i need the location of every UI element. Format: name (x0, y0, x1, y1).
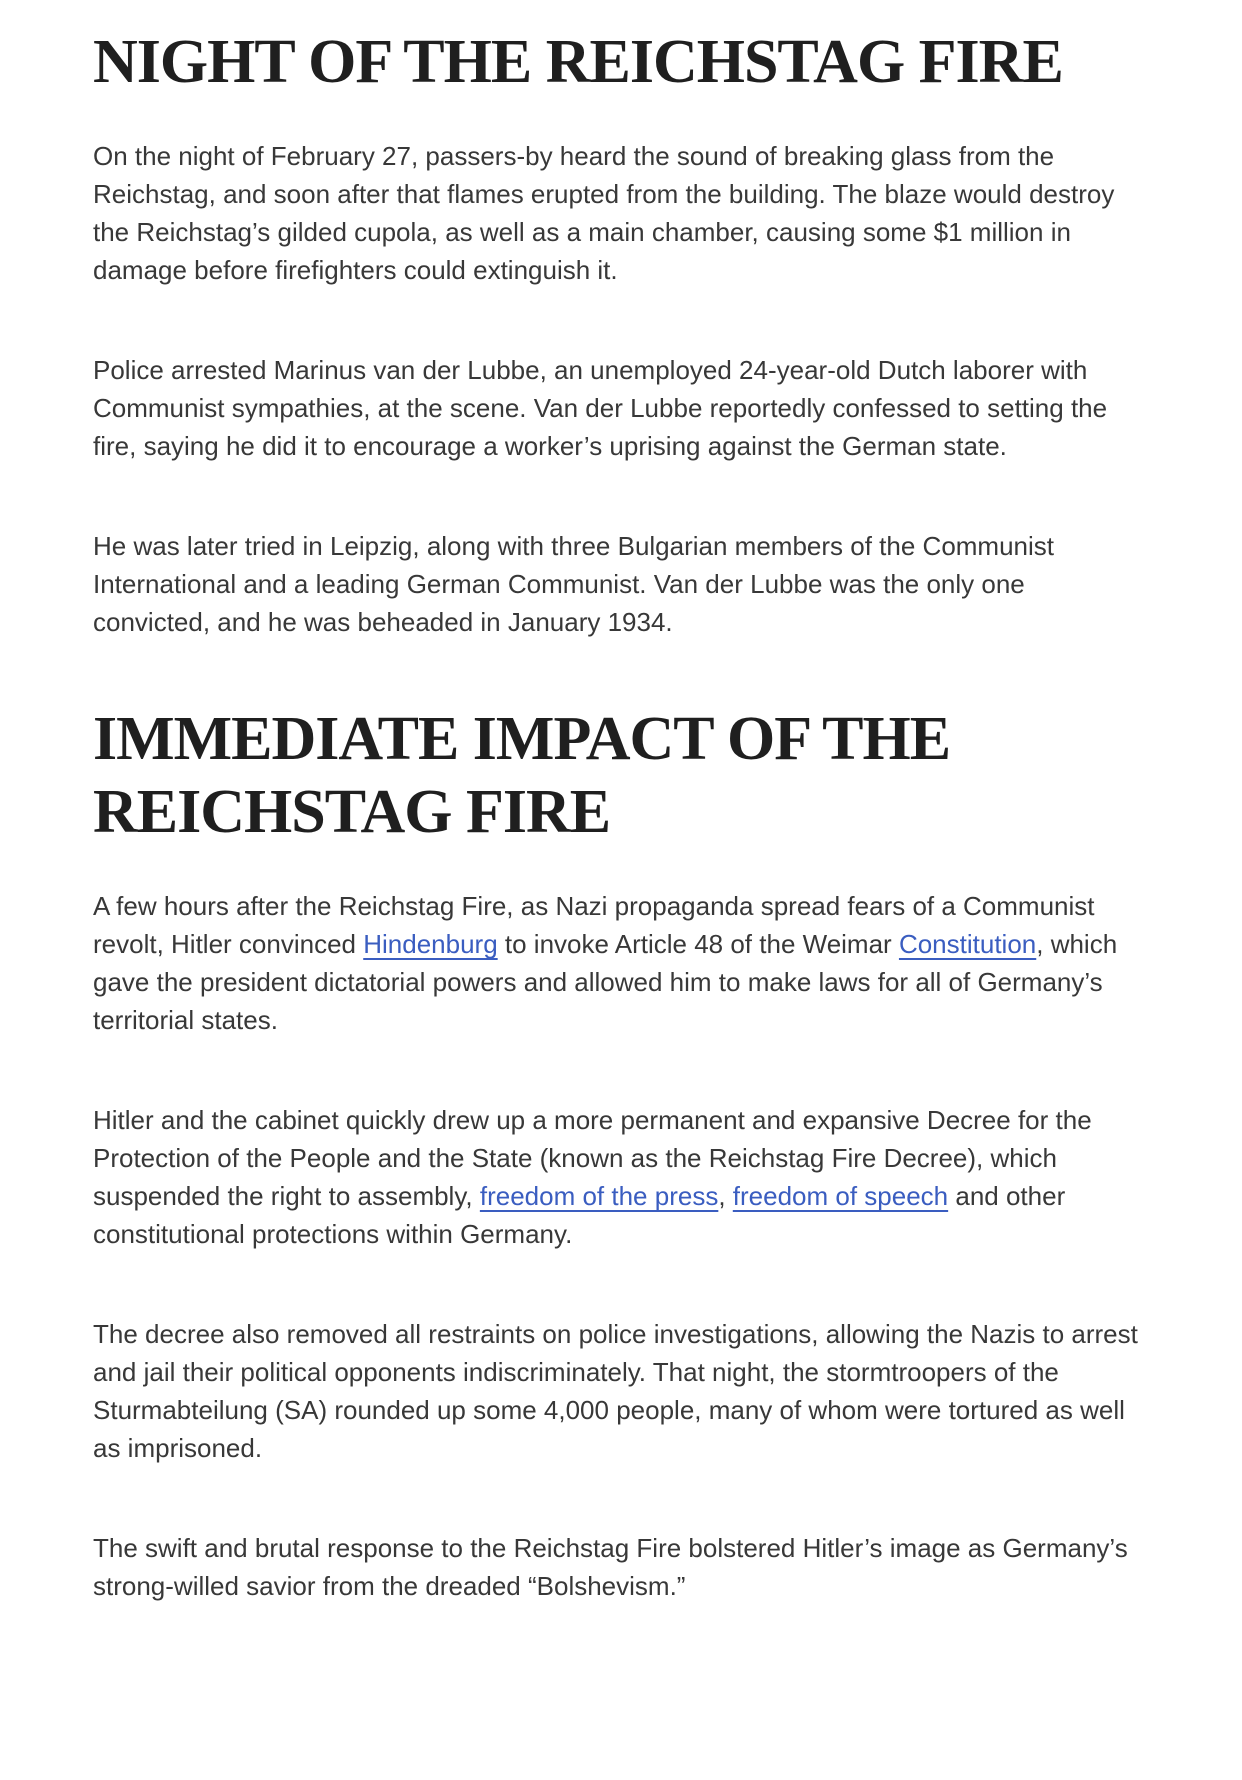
inline-link[interactable]: freedom of the press (479, 1181, 719, 1212)
text-run: and other constitutional protections within Germany. (93, 1181, 1066, 1250)
section-heading: IMMEDIATE IMPACT OF THE REICHSTAG FIRE (93, 705, 951, 847)
section-body (93, 137, 1147, 641)
paragraph (93, 351, 1147, 465)
paragraph (93, 137, 1147, 289)
inline-link[interactable]: freedom of speech (732, 1181, 949, 1212)
section-heading: NIGHT OF THE REICHSTAG FIRE (93, 28, 1063, 96)
text-run: On the night of February 27, passers-by heard the sound of breaking glass from the Reichstag, and soon after that flames erupted from the building. The blaze would destroy the Reichstag’s gilded cupola, as well as a main chamber, causing some $1 million in damage before firefighters could extinguish it. (93, 141, 1115, 286)
text-run: Hitler and the cabinet quickly drew up a more permanent and expansive Decree for the Protection of the People and the State (known as the Reichstag Fire Decree), which suspended the right to assembly, (93, 1105, 1092, 1212)
section-body (93, 887, 1147, 1605)
text-run: A few hours after the Reichstag Fire, as Nazi propaganda spread fears of a Communist revolt, Hitler convinced (93, 891, 1095, 960)
text-run: Police arrested Marinus van der Lubbe, an unemployed 24-year-old Dutch laborer with Communist sympathies, at the scene. Van der Lubbe reportedly confessed to setting the fire, saying he did it to encourage a worker’s uprising against the German state. (93, 355, 1108, 462)
inline-link[interactable]: Hindenburg (363, 929, 498, 960)
paragraph (93, 1529, 1147, 1605)
paragraph (93, 527, 1147, 641)
paragraph (93, 1101, 1147, 1253)
section-immediate-impact-of-the-reichstag-fire (93, 703, 1147, 1605)
text-run: He was later tried in Leipzig, along with three Bulgarian members of the Communist International and a leading German Communist. Van der Lubbe was the only one convicted, and he was beheaded in January 1934. (93, 531, 1055, 638)
text-run: The decree also removed all restraints on police investigations, allowing the Nazis to arrest and jail their political opponents indiscriminately. That night, the stormtroopers of the Sturmabteilung (SA) rounded up some 4,000 people, many of whom were tortured as well as imprisoned. (93, 1319, 1138, 1464)
text-run: The swift and brutal response to the Reichstag Fire bolstered Hitler’s image as Germany’s strong-willed savior from the dreaded “Bolshevism.” (93, 1533, 1128, 1602)
inline-link[interactable]: Constitution (898, 929, 1037, 960)
paragraph (93, 1315, 1147, 1467)
paragraph (93, 887, 1147, 1039)
text-run: , (718, 1181, 733, 1212)
text-run: , which gave the president dictatorial powers and allowed him to make laws for all of Germany’s territorial states. (93, 929, 1118, 1036)
text-run: to invoke Article 48 of the Weimar (497, 929, 899, 960)
section-night-of-the-reichstag-fire (93, 26, 1147, 641)
